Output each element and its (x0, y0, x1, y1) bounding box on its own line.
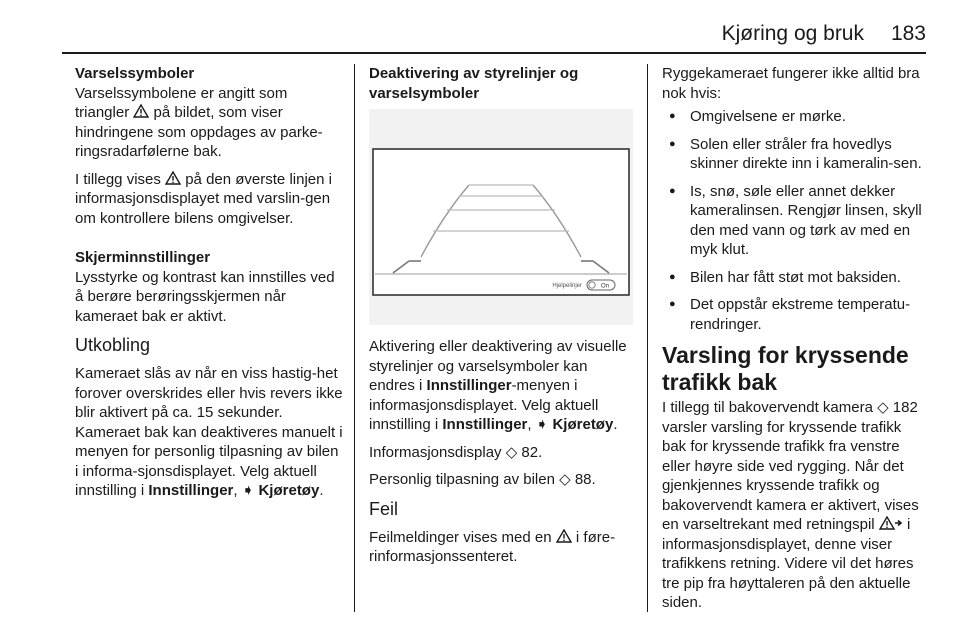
paragraph-varselssymboler: Varselssymbolene er angitt som triangler på bildet, som viser hindringene som oppdages av parke-ringsradarfølerne bak. (75, 84, 323, 160)
warning-triangle-icon (165, 171, 181, 185)
column-divider-2 (647, 64, 648, 612)
paragraph-kryssende-trafikk: I tillegg til bakovervendt kamera ◇ 182 varsler varsling for kryssende trafikk bak for kryssende trafikk fra venstre eller høyre side ved rygging. Når det gjenkjennes kryssende trafikk og bakovervendt kamera er aktivert, vises en varseltrekant med retningspil i informasjonsdisplayet, denne viser trafikkens retning. Videre vil det høres tre pip fra høyttaleren på den aktuelle siden. (662, 399, 919, 611)
list-item: ● Bilen har fått støt mot baksiden. (662, 268, 926, 288)
column-divider-1 (354, 64, 355, 612)
paragraph-tillegg: I tillegg vises på den øverste linjen i informasjonsdisplayet med varslin-gen om kontrollere bilens omgivelser. (75, 170, 332, 227)
column-2 (369, 64, 633, 575)
column-3 (662, 64, 926, 621)
guidelines-illustration (369, 109, 633, 325)
list-item: ● Det oppstår ekstreme temperatu-rendringer. (662, 295, 926, 334)
paragraph-feil: Feilmeldinger vises med en i føre-rinformasjonssenteret. (369, 528, 616, 565)
figure-toggle-label: On (600, 283, 610, 290)
reference-informasjonsdisplay: Informasjonsdisplay ◇ 82. (369, 443, 543, 461)
page-number: 183 (890, 22, 926, 45)
reference-personlig-tilpasning: Personlig tilpasning av bilen ◇ 88. (369, 471, 596, 488)
heading-deaktivering: Deaktivering av styrelinjer og varselsymboler (369, 65, 579, 102)
heading-varselssymboler: Varselssymboler (75, 65, 195, 82)
column-1 (75, 64, 343, 509)
heading-skjerminnstillinger: Skjerminnstillinger (75, 249, 211, 266)
heading-utkobling: Utkobling (75, 335, 151, 355)
header-rule (62, 52, 926, 54)
list-item: ● Omgivelsene er mørke. (662, 107, 926, 127)
paragraph-aktivering: Aktivering eller deaktivering av visuelle styrelinjer og varselsymboler kan endres i Innstillinger-menyen i informasjonsdisplayet. Velg aktuell innstilling i Innstillinger, ➧ Kjøretøy. (369, 338, 627, 433)
paragraph-skjerminnstillinger: Lysstyrke og kontrast kan innstilles ved å berøre berøringsskjermen når kameraet bak er aktivt. (75, 268, 335, 325)
warning-arrow-icon (879, 516, 903, 530)
paragraph-ryggekamera: Ryggekameraet fungerer ikke alltid bra nok hvis: (662, 65, 920, 102)
conditions-list (662, 107, 926, 334)
list-item: ● Solen eller stråler fra hovedlys skinner direkte inn i kameralin-sen. (662, 135, 926, 174)
section-title: Kjøring og bruk (721, 22, 864, 45)
warning-triangle-icon (133, 104, 149, 118)
figure-setting-label: Hjelpelinjer (552, 283, 582, 289)
heading-kryssende-trafikk: Varsling for kryssende trafikk bak (662, 342, 909, 395)
page-header (62, 20, 926, 54)
camera-guidelines-figure (369, 109, 633, 325)
heading-feil: Feil (369, 498, 399, 519)
paragraph-utkobling: Kameraet slås av når en viss hastig-het forover overskrides eller hvis revers ikke blir aktivert på ca. 15 sekunder. Kameraet bak kan deaktiveres manuelt i menyen for personlig tilpasning av bilen i informa-sjonsdisplayet. Velg aktuell innstilling i Innstillinger, ➧ Kjøretøy. (75, 365, 343, 499)
warning-triangle-icon (556, 529, 572, 543)
list-item: ● Is, snø, søle eller annet dekker kameralinsen. Rengjør linsen, skyll den med vann og tørk av med en myk klut. (662, 182, 926, 260)
